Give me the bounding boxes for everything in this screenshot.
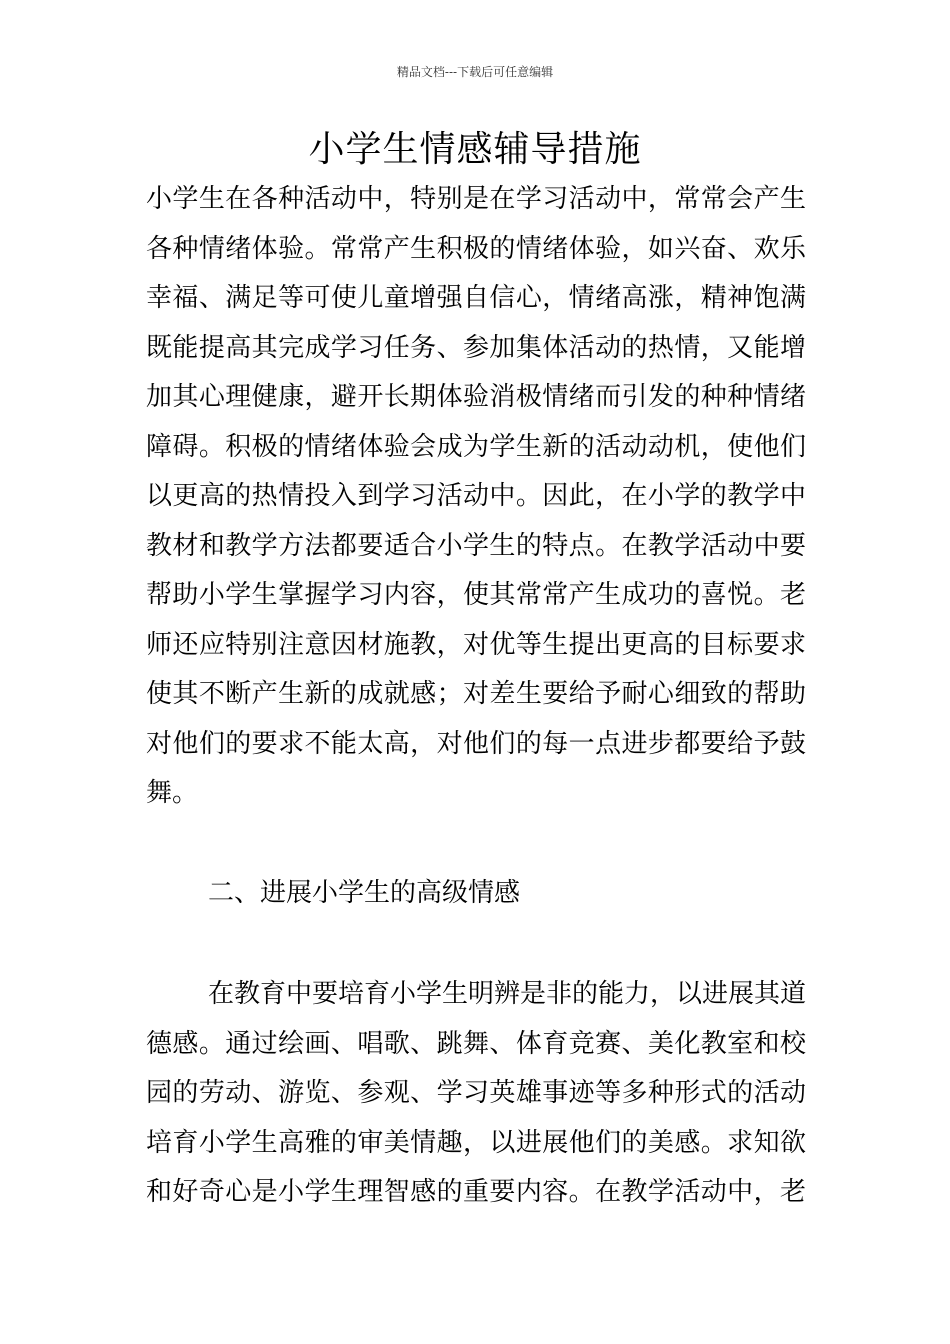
paragraph-1-line: 幸福、满足等可使儿童增强自信心，情绪高涨，精神饱满	[146, 283, 806, 313]
paragraph-1-line: 教材和教学方法都要适合小学生的特点。在教学活动中要	[146, 530, 806, 561]
header-note: 精品文档---下载后可任意编辑	[396, 65, 554, 79]
page-title: 小学生情感辅导措施	[308, 129, 642, 170]
paragraph-1-line: 加其心理健康，避开长期体验消极情绪而引发的种种情绪	[146, 382, 806, 412]
paragraph-1-line: 既能提高其完成学习任务、参加集体活动的热情，又能增	[146, 332, 806, 363]
paragraph-1-line: 师还应特别注意因材施教，对优等生提出更高的目标要求	[146, 629, 806, 660]
paragraph-2-line: 在教育中要培育小学生明辨是非的能力，以进展其道	[208, 979, 807, 1009]
paragraph-1-line: 以更高的热情投入到学习活动中。因此，在小学的教学中	[146, 481, 806, 511]
paragraph-1-line: 使其不断产生新的成就感；对差生要给予耐心细致的帮助	[146, 679, 806, 709]
paragraph-1-line: 帮助小学生掌握学习内容，使其常常产生成功的喜悦。老	[146, 580, 806, 610]
paragraph-2-line: 德感。通过绘画、唱歌、跳舞、体育竞赛、美化教室和校	[146, 1028, 806, 1059]
paragraph-1-line: 对他们的要求不能太高，对他们的每一点进步都要给予鼓	[146, 728, 806, 759]
paragraph-1-line: 各种情绪体验。常常产生积极的情绪体验，如兴奋、欢乐	[146, 233, 806, 264]
paragraph-1-line: 舞。	[146, 778, 199, 808]
paragraph-2-line: 培育小学生高雅的审美情趣，以进展他们的美感。求知欲	[146, 1127, 806, 1158]
section-heading: 二、进展小学生的高级情感	[208, 878, 521, 908]
paragraph-2-line: 园的劳动、游览、参观、学习英雄事迹等多种形式的活动	[146, 1078, 806, 1108]
paragraph-1-line: 小学生在各种活动中，特别是在学习活动中，常常会产生	[146, 184, 806, 214]
paragraph-2-line: 和好奇心是小学生理智感的重要内容。在教学活动中，老	[146, 1177, 806, 1207]
paragraph-1	[146, 175, 806, 819]
paragraph-2	[146, 970, 806, 1218]
paragraph-1-line: 障碍。积极的情绪体验会成为学生新的活动动机，使他们	[146, 431, 806, 462]
